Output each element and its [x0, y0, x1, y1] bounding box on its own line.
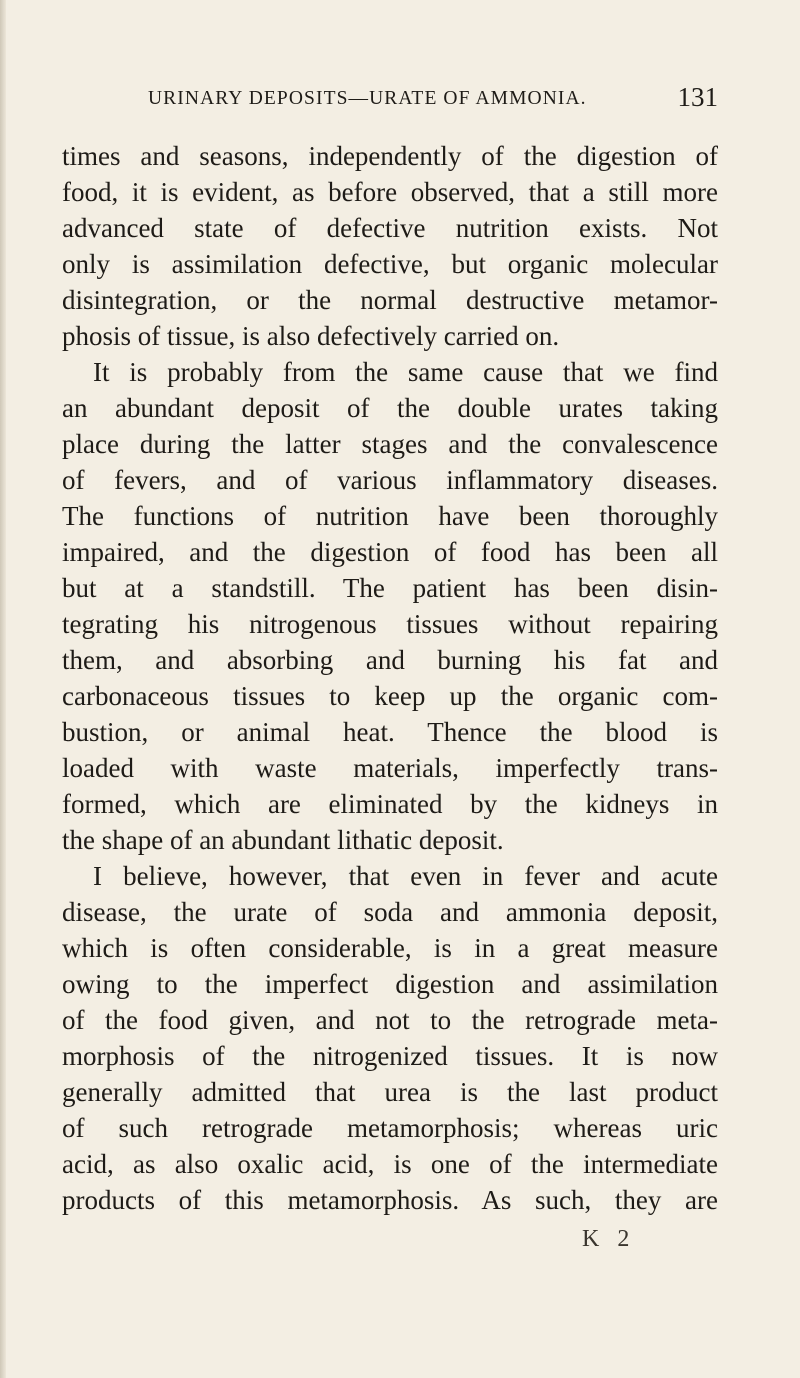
text-line: formed, which are eliminated by the kidneys in — [62, 789, 718, 819]
text-line: phosis of tissue, is also defectively carried on. — [62, 321, 560, 351]
text-line: disease, the urate of soda and ammonia deposit, — [62, 897, 718, 927]
text-line: times and seasons, independently of the digestion of — [62, 141, 718, 171]
paragraph-start-line: I believe, however, that even in fever and acute — [93, 861, 718, 891]
text-line: the shape of an abundant lithatic deposit. — [62, 825, 504, 855]
text-line: morphosis of the nitrogenized tissues. It is now — [62, 1041, 718, 1071]
paragraph-start-line: It is probably from the same cause that we find — [93, 357, 718, 387]
text-line: of the food given, and not to the retrograde meta- — [62, 1005, 718, 1035]
text-line: acid, as also oxalic acid, is one of the intermediate — [62, 1149, 718, 1179]
text-line: products of this metamorphosis. As such, they are — [62, 1185, 718, 1215]
text-line: carbonaceous tissues to keep up the organic com- — [62, 681, 718, 711]
text-line: owing to the imperfect digestion and assimilation — [62, 969, 718, 999]
page-number: 131 — [677, 82, 718, 112]
text-line: generally admitted that urea is the last product — [62, 1077, 718, 1107]
text-line: tegrating his nitrogenous tissues without repairing — [62, 609, 718, 639]
text-line: an abundant deposit of the double urates taking — [62, 393, 718, 423]
running-header — [148, 82, 718, 122]
text-line: disintegration, or the normal destructive metamor- — [62, 285, 718, 315]
text-line: loaded with waste materials, imperfectly trans- — [62, 753, 718, 783]
text-line: but at a standstill. The patient has been disin- — [62, 573, 718, 603]
text-line: place during the latter stages and the convalescence — [62, 429, 718, 459]
text-line: impaired, and the digestion of food has been all — [62, 537, 718, 567]
text-line: them, and absorbing and burning his fat and — [62, 645, 718, 675]
text-line: which is often considerable, is in a great measure — [62, 933, 718, 963]
text-line: of such retrograde metamorphosis; whereas uric — [62, 1113, 718, 1143]
signature-mark: K 2 — [582, 1226, 636, 1252]
text-line: only is assimilation defective, but organic molecular — [62, 249, 718, 279]
text-line: advanced state of defective nutrition exists. Not — [62, 213, 718, 243]
running-head-title: URINARY DEPOSITS—URATE OF AMMONIA. — [148, 88, 587, 109]
text-line: of fevers, and of various inflammatory diseases. — [62, 465, 718, 495]
page-edge — [0, 0, 6, 1378]
text-line: bustion, or animal heat. Thence the blood is — [62, 717, 718, 747]
text-line: The functions of nutrition have been thoroughly — [62, 501, 718, 531]
text-line: food, it is evident, as before observed, that a still more — [62, 177, 718, 207]
